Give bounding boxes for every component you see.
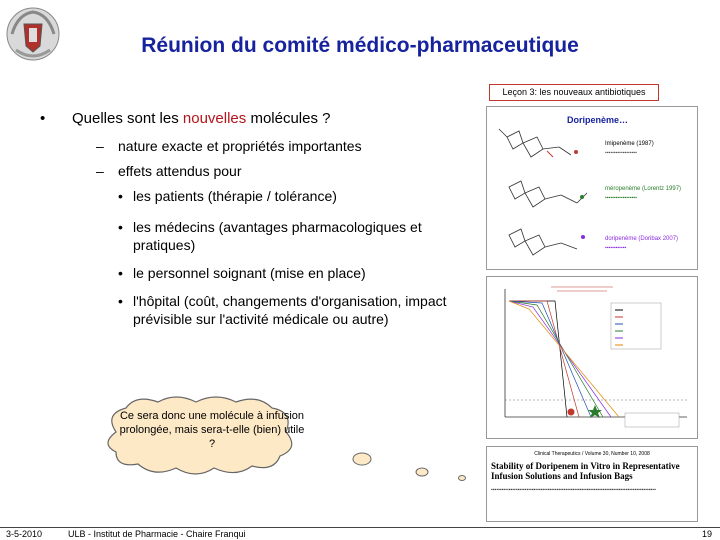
subsubpoint-medecins: les médecins (avantages pharmacologiques et pratiques) xyxy=(133,219,422,253)
lesson-badge: Leçon 3: les nouveaux antibiotiques xyxy=(489,84,659,101)
footer-institution: ULB - Institut de Pharmacie - Chaire Franqui xyxy=(68,529,246,539)
drug-label-doripeneme: doripenème (Doribax 2007) xyxy=(605,236,679,242)
drug-description: ▪▪▪▪▪▪▪▪▪▪▪▪ xyxy=(605,245,627,251)
concentration-chart-image xyxy=(487,277,697,438)
footer-divider xyxy=(0,527,720,528)
article-journal: Clinical Therapeutics / Volume 30, Number 10, 2008 xyxy=(534,451,650,457)
panel-heading: Doripenème… xyxy=(567,115,629,125)
subsubpoint-hopital: l'hôpital (coût, changements d'organisation, impact prévisible sur l'activité médicale ou autre) xyxy=(133,293,447,327)
footer-date: 3-5-2010 xyxy=(6,529,43,539)
concentration-chart-panel xyxy=(486,276,698,439)
page-title: Réunion du comité médico-pharmaceutique xyxy=(141,34,579,57)
article-title: Stability of Doripenem in Vitro in Representative Infusion Solutions and Infusion Bags xyxy=(491,461,680,481)
article-authors: ▪▪▪▪▪▪▪▪▪▪▪▪▪▪▪▪▪▪▪▪▪▪▪▪▪▪▪▪▪▪▪▪▪▪▪▪▪▪▪▪▪▪▪▪▪▪▪▪▪▪▪▪▪▪▪▪▪▪▪▪▪▪▪▪▪▪▪▪▪▪▪▪▪▪▪▪▪▪▪▪▪▪▪▪▪▪▪▪▪▪▪▪▪ xyxy=(491,487,656,493)
drug-description: ▪▪▪▪▪▪▪▪▪▪▪▪▪▪▪▪▪▪ xyxy=(605,150,637,156)
cloud-text: Ce sera donc une molécule à infusion prolongée, mais sera-t-elle (bien) utile ? xyxy=(119,410,305,450)
structures-panel xyxy=(486,106,698,270)
drug-label-meropeneme: méropenème (Lorentz 1997) xyxy=(605,186,682,192)
dash-marker: – xyxy=(96,138,104,154)
question-highlight: nouvelles xyxy=(182,110,247,127)
subpoint-nature: nature exacte et propriétés importantes xyxy=(118,138,362,154)
subsubpoint-patients: les patients (thérapie / tolérance) xyxy=(133,188,337,204)
question-suffix: molécules ? xyxy=(246,110,331,127)
drug-label-imipeneme: Imipenème (1987) xyxy=(605,141,654,147)
bullet-dot: • xyxy=(40,110,46,127)
bullet-dot: • xyxy=(118,265,123,281)
dash-marker: – xyxy=(96,163,104,179)
subpoint-effets: effets attendus pour xyxy=(118,163,242,179)
bullet-dot: • xyxy=(118,219,123,235)
bullet-dot: • xyxy=(118,293,123,309)
subsubpoint-personnel: le personnel soignant (mise en place) xyxy=(133,265,366,281)
drug-description: ▪▪▪▪▪▪▪▪▪▪▪▪▪▪▪▪▪▪ xyxy=(605,195,637,201)
main-question xyxy=(72,110,331,127)
question-prefix: Quelles sont les xyxy=(72,110,183,127)
footer-page-number: 19 xyxy=(702,529,713,539)
bullet-dot: • xyxy=(118,188,123,204)
article-panel xyxy=(486,446,698,522)
